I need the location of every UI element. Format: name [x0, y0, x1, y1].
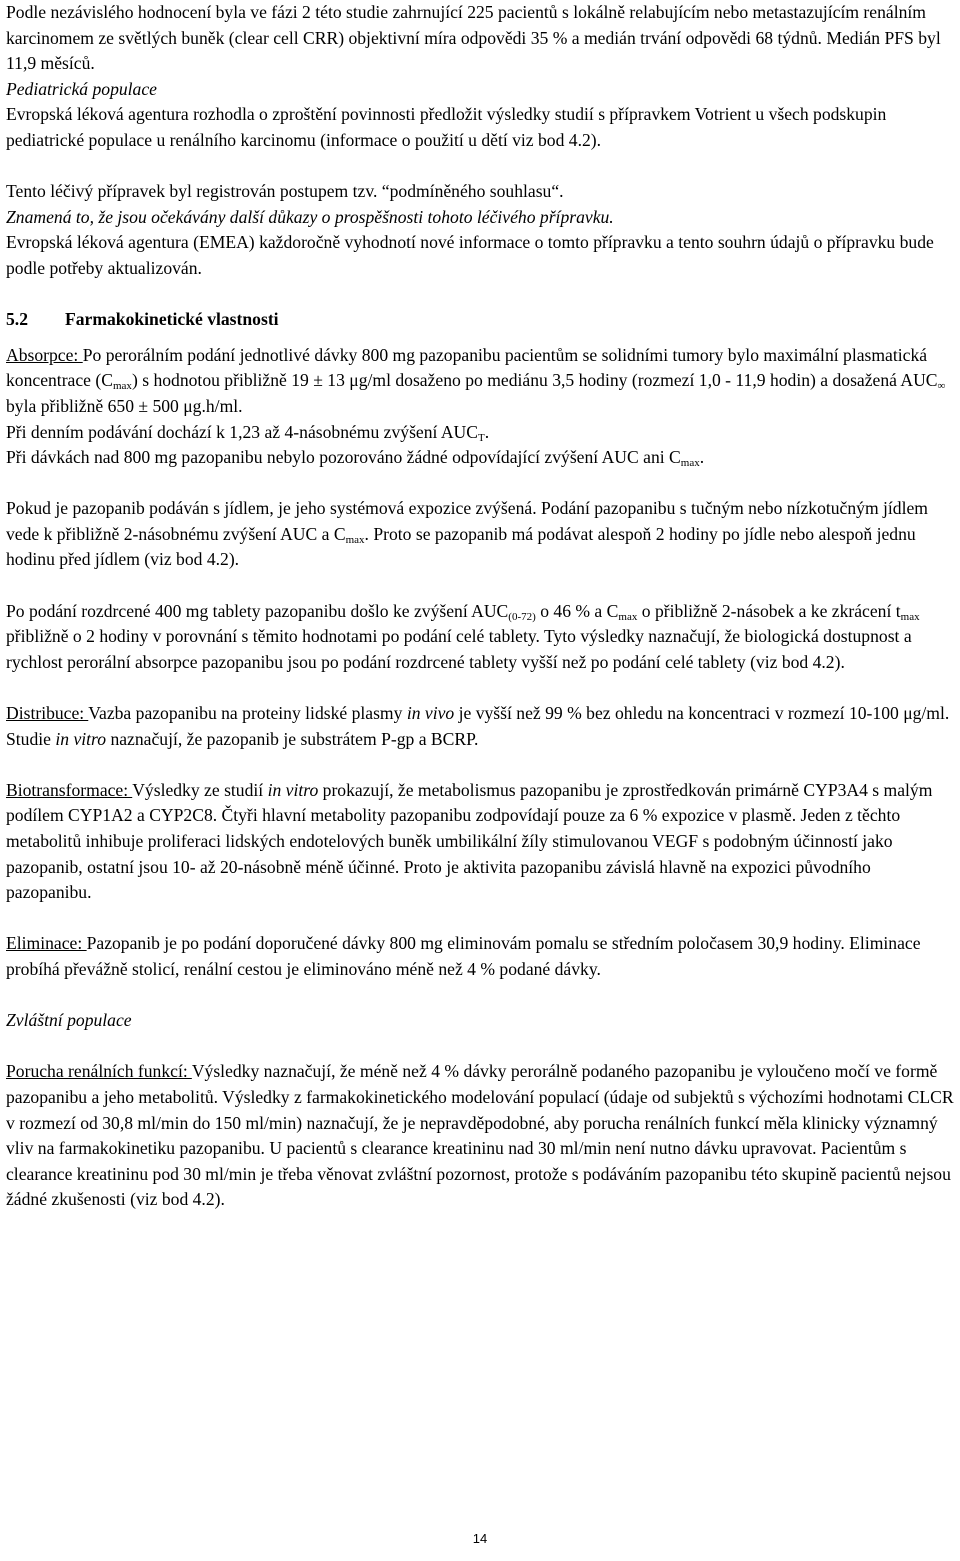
elimination-label: Eliminace: [6, 933, 87, 954]
absorption-label: Absorpce: [6, 344, 83, 365]
document-page [6, 0, 956, 1213]
pediatric-heading: Pediatrická populace [6, 78, 157, 99]
conditional-line-3: Evropská léková agentura (EMEA) každoročně vyhodnotí nové informace o tomto přípravku a tento souhrn údajů o přípravku bude podle potřeby aktualizován. [6, 232, 934, 278]
conditional-line-2: Znamená to, že jsou očekávány další důkazy o prospěšnosti tohoto léčivého přípravku. [6, 206, 614, 227]
food-effect-paragraph: Pokud je pazopanib podáván s jídlem, je jeho systémová expozice zvýšená. Podání pazopanibu s tučným nebo nízkotučným jídlem vede k přibližně 2-násobnému zvýšení AUC a $C_{max}$. Proto se pazopanib má podávat alespoň 2 hodiny po jídle nebo alespoň jednu hodinu před jídlem (viz bod 4.2). [6, 498, 928, 570]
section-number: 5.2 [6, 309, 28, 330]
elimination-paragraph: Eliminace: Pazopanib je po podání doporučené dávky 800 mg eliminovám pomalu se středním poločasem 30,9 hodiny. Eliminace probíhá převážně stolicí, renální cestou je eliminováno méně než 4 % podané dávky. [6, 933, 921, 979]
distribution-paragraph: Distribuce: Vazba pazopanibu na proteiny lidské plasmy in vivo je vyšší než 99 % bez ohledu na koncentraci v rozmezí 10-100 μg/ml. Studie in vitro naznačují, že pazopanib je substrátem P-gp a BCRP. [6, 703, 950, 749]
renal-label: Porucha renálních funkcí: [6, 1061, 192, 1082]
section-title: Farmakokinetické vlastnosti [65, 309, 279, 330]
biotransformation-paragraph: Biotransformace: Výsledky ze studií in vitro prokazují, že metabolismus pazopanibu je zprostředkován primárně CYP3A4 s malým podílem CYP1A2 a CYP2C8. Čtyři hlavní metabolity pazopanibu zodpovídají pouze za 6 % expozice v plasmě. Jeden z těchto metabolitů inhibuje proliferaci lidských endotelových buněk umbilikální žíly stimulovanou VEGF s podobným účinností jako pazopanib, ostatní jsou 10- až 20-násobně méně účinné. Proto je aktivita pazopanibu závislá hlavně na expozici původního pazopanibu. [6, 779, 933, 903]
pediatric-paragraph: Evropská léková agentura rozhodla o zproštění povinnosti předložit výsledky studií s přípravkem Votrient u všech podskupin pediatrické populace u renálního karcinomu (informace o použití u dětí viz bod 4.2). [6, 104, 887, 150]
absorption-dose-line: Při dávkách nad 800 mg pazopanibu nebylo pozorováno žádné odpovídající zvýšení AUC ani $C_{max}$. [6, 447, 705, 470]
conditional-line-1: Tento léčivý přípravek byl registrován postupem tzv. “podmíněného souhlasu“. [6, 181, 564, 202]
intro-paragraph: Podle nezávislého hodnocení byla ve fázi 2 této studie zahrnující 225 pacientů s lokálně relabujícím nebo metastazujícím renálním karcinomem ze světlých buněk (clear cell CRR) objektivní míra odpovědi 35 % a medián trvání odpovědi 68 týdnů. Medián PFS byl 11,9 měsíců. [6, 2, 941, 74]
absorption-paragraph: Absorpce: Po perorálním podání jednotlivé dávky 800 mg pazopanibu pacientům se solidními tumory bylo maximální plasmatická koncentrace $(C_{max})$ s hodnotou přibližně 19 ± 13 μg/ml dosaženo po mediánu 3,5 hodiny (rozmezí 1,0 - 11,9 hodin) a dosažená $AUC_\infty$ byla přibližně 650 ± 500 μg.h/ml. [6, 344, 946, 416]
biotransformation-label: Biotransformace: [6, 779, 133, 800]
crushed-tablet-paragraph: Po podání rozdrcené 400 mg tablety pazopanibu došlo ke zvýšení $AUC_{(0-72)}$ o 46 % a $C_{max}$ o přibližně 2-násobek a ke zkrácení $t_{max}$ přibližně o 2 hodiny v porovnání s těmito hodnotami po podání celé tablety. Tyto výsledky naznačují, že biologická dostupnost a rychlost perorální absorpce pazopanibu jsou po podání rozdrcené tablety vyšší než po podání celé tablety (viz bod 4.2). [6, 600, 920, 672]
absorption-daily-line: Při denním podávání dochází k 1,23 až 4-násobnému zvýšení $AUC_T$. [6, 421, 490, 444]
distribution-label: Distribuce: [6, 703, 89, 724]
page-number: 14 [472, 1531, 488, 1546]
special-populations-heading: Zvláštní populace [6, 1010, 132, 1031]
section-heading [6, 307, 956, 333]
renal-paragraph: Porucha renálních funkcí: Výsledky naznačují, že méně než 4 % dávky perorálně podaného pazopanibu je vyloučeno močí ve formě pazopanibu a jeho metabolitů. Výsledky z farmakokinetického modelování populací (údaje od subjektů s výchozími hodnotami CLCR v rozmezí od 30,8 ml/min do 150 ml/min) naznačují, že je nepravděpodobné, aby porucha renálních funkcí měla klinicky významný vliv na farmakokinetiku pazopanibu. U pacientů s clearance kreatininu nad 30 ml/min není nutno dávku upravovat. Pacientům s clearance kreatininu pod 30 ml/min je třeba věnovat zvláštní pozornost, protože s podáváním pazopanibu této skupině pacientů nejsou žádné zkušenosti (viz bod 4.2). [6, 1061, 954, 1210]
